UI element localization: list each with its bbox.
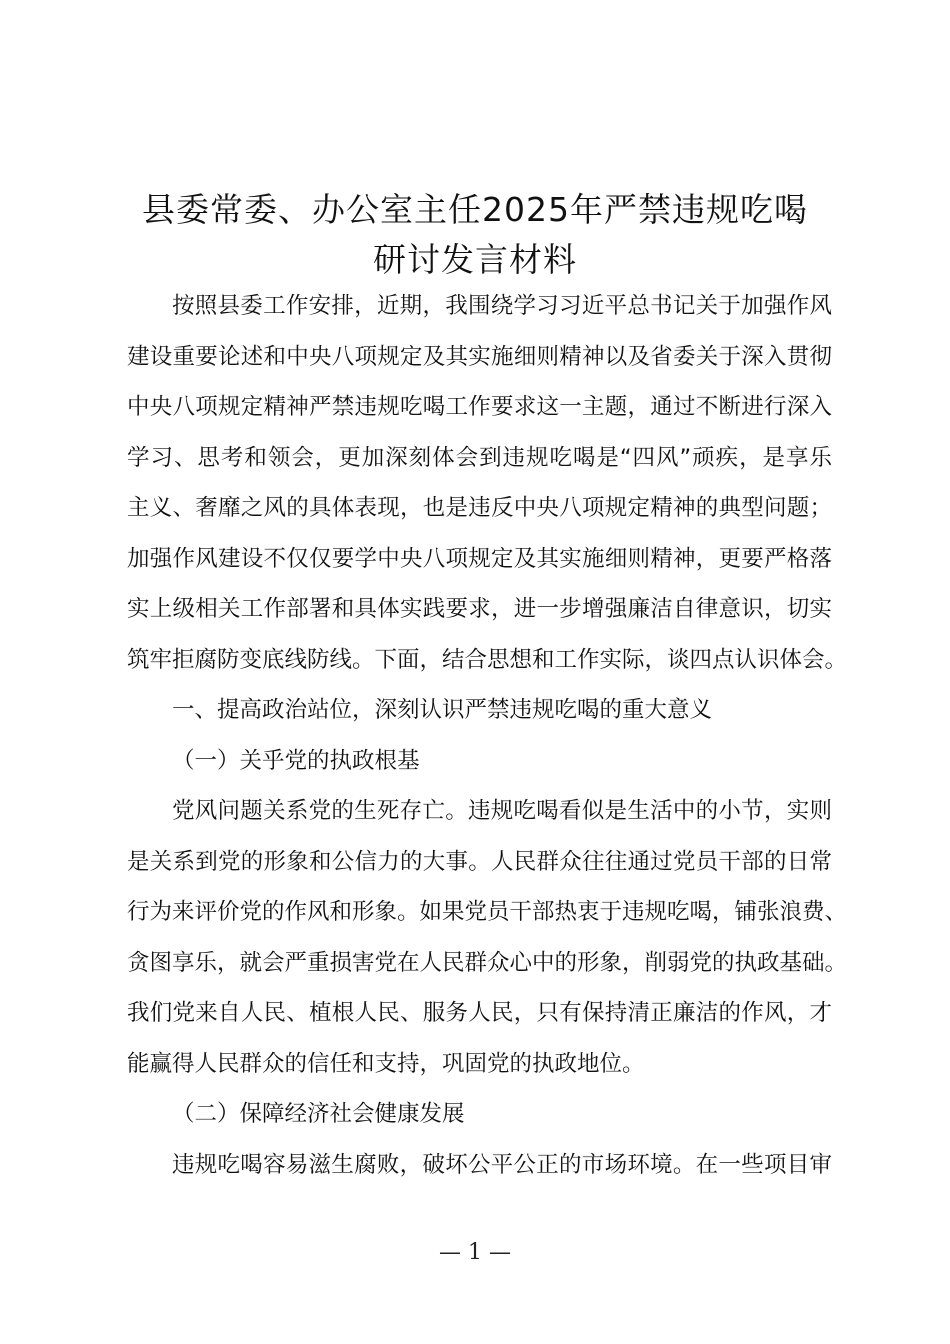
page-number: — 1 — [439,1240,511,1265]
document-body [127,281,848,1190]
document-title-line-2: 研讨发言材料 [373,240,577,279]
text-line: 能赢得人民群众的信任和支持，巩固党的执政地位。 [127,1050,645,1077]
paragraph-economy [127,1140,832,1191]
text-line: 中央八项规定精神严禁违规吃喝工作要求这一主题，通过不断进行深入 [127,394,832,420]
text-line: 党风问题关系党的生死存亡。违规吃喝看似是生活中的小节，实则 [172,798,832,824]
text-line: 实上级相关工作部署和具体实践要求，进一步增强廉洁自律意识，切实 [127,596,832,622]
text-line: 筑牢拒腐防变底线防线。下面，结合思想和工作实际，谈四点认识体会。 [127,646,848,673]
text-line: 我们党来自人民、植根人民、服务人民，只有保持清正廉洁的作风，才 [127,1000,832,1026]
text-line: 建设重要论述和中央八项规定及其实施细则精神以及省委关于深入贯彻 [127,343,832,370]
text-line: 贪图享乐，就会严重损害党在人民群众心中的形象，削弱党的执政基础。 [127,949,848,976]
text-line: 是关系到党的形象和公信力的大事。人民群众往往通过党员干部的日常 [127,848,832,875]
paragraph-governance [127,786,848,1089]
text-line: 学习、思考和领会，更加深刻体会到违规吃喝是“四风”顽疾，是享乐 [127,444,832,471]
subsection-heading: （二）保障经济社会健康发展 [172,1101,465,1127]
text-line: 加强作风建设不仅仅要学中央八项规定及其实施细则精神，更要严格落 [127,545,832,572]
paragraph-intro [127,281,848,685]
text-line: 行为来评价党的作风和形象。如果党员干部热衷于违规吃喝，铺张浪费、 [127,899,848,925]
text-line: 主义、奢靡之风的具体表现，也是违反中央八项规定精神的典型问题； [127,495,832,521]
section-heading: 一、提高政治站位，深刻认识严禁违规吃喝的重大意义 [172,697,713,723]
document-title-line-1: 县委常委、办公室主任2025年严禁违规吃喝 [142,190,808,229]
subsection-heading: （一）关乎党的执政根基 [172,747,420,774]
text-line: 按照县委工作安排，近期，我围绕学习习近平总书记关于加强作风 [172,293,832,319]
text-line: 违规吃喝容易滋生腐败，破坏公平公正的市场环境。在一些项目审 [172,1151,832,1178]
